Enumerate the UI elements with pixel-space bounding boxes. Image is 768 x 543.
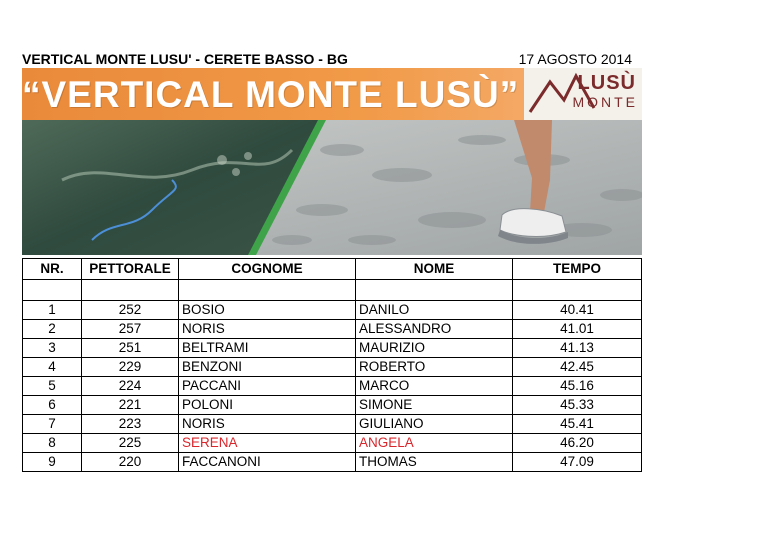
cell-tempo: 45.41	[513, 415, 642, 434]
cell-tempo: 42.45	[513, 358, 642, 377]
cell-nome: THOMAS	[356, 453, 513, 472]
table-row	[23, 396, 642, 415]
cell-nome: MARCO	[356, 377, 513, 396]
cell-nr: 6	[23, 396, 82, 415]
cell-tempo: 47.09	[513, 453, 642, 472]
cell-tempo: 40.41	[513, 301, 642, 320]
table-row	[23, 434, 642, 453]
cell-cognome: BELTRAMI	[179, 339, 356, 358]
cell-cognome: NORIS	[179, 415, 356, 434]
cell-cognome: BOSIO	[179, 301, 356, 320]
cell-tempo: 45.33	[513, 396, 642, 415]
cell-pettorale: 223	[82, 415, 179, 434]
cell-nome: SIMONE	[356, 396, 513, 415]
cell-nome: ROBERTO	[356, 358, 513, 377]
cell-nr: 8	[23, 434, 82, 453]
table-row	[23, 453, 642, 472]
spacer-cell	[356, 280, 513, 301]
cell-pettorale: 251	[82, 339, 179, 358]
cell-cognome: NORIS	[179, 320, 356, 339]
table-row	[23, 339, 642, 358]
header-tempo: TEMPO	[513, 259, 642, 280]
event-title: VERTICAL MONTE LUSU' - CERETE BASSO - BG	[22, 51, 348, 67]
logo-text-top: LUSÙ	[577, 72, 636, 94]
table-spacer-row	[23, 280, 642, 301]
table-row	[23, 301, 642, 320]
results-table	[22, 258, 642, 472]
cell-tempo: 45.16	[513, 377, 642, 396]
cell-cognome: SERENA	[179, 434, 356, 453]
cell-cognome: POLONI	[179, 396, 356, 415]
cell-pettorale: 220	[82, 453, 179, 472]
cell-cognome: BENZONI	[179, 358, 356, 377]
event-logo	[524, 68, 642, 120]
table-row	[23, 415, 642, 434]
banner-photo	[22, 120, 642, 255]
cell-nr: 5	[23, 377, 82, 396]
cell-nome: MAURIZIO	[356, 339, 513, 358]
document-header	[22, 49, 632, 67]
table-header-row	[23, 259, 642, 280]
spacer-cell	[23, 280, 82, 301]
cell-pettorale: 257	[82, 320, 179, 339]
spacer-cell	[513, 280, 642, 301]
cell-nr: 4	[23, 358, 82, 377]
header-cognome: COGNOME	[179, 259, 356, 280]
cell-tempo: 41.13	[513, 339, 642, 358]
cell-nr: 7	[23, 415, 82, 434]
cell-nr: 2	[23, 320, 82, 339]
cell-nome: GIULIANO	[356, 415, 513, 434]
landscape-illustration	[22, 120, 642, 255]
cell-nome: DANILO	[356, 301, 513, 320]
logo-text-bottom: MONTE	[572, 94, 638, 110]
banner-title: “VERTICAL MONTE LUSÙ”	[22, 74, 520, 115]
cell-nome: ALESSANDRO	[356, 320, 513, 339]
cell-nr: 1	[23, 301, 82, 320]
cell-cognome: PACCANI	[179, 377, 356, 396]
spacer-cell	[82, 280, 179, 301]
event-banner	[22, 68, 642, 255]
header-nr: NR.	[23, 259, 82, 280]
table-row	[23, 320, 642, 339]
cell-pettorale: 224	[82, 377, 179, 396]
spacer-cell	[179, 280, 356, 301]
header-pettorale: PETTORALE	[82, 259, 179, 280]
cell-nr: 3	[23, 339, 82, 358]
cell-nome: ANGELA	[356, 434, 513, 453]
cell-pettorale: 225	[82, 434, 179, 453]
cell-cognome: FACCANONI	[179, 453, 356, 472]
table-row	[23, 377, 642, 396]
table-row	[23, 358, 642, 377]
event-date: 17 AGOSTO 2014	[518, 51, 632, 67]
cell-tempo: 41.01	[513, 320, 642, 339]
cell-nr: 9	[23, 453, 82, 472]
cell-tempo: 46.20	[513, 434, 642, 453]
header-nome: NOME	[356, 259, 513, 280]
cell-pettorale: 252	[82, 301, 179, 320]
cell-pettorale: 221	[82, 396, 179, 415]
cell-pettorale: 229	[82, 358, 179, 377]
